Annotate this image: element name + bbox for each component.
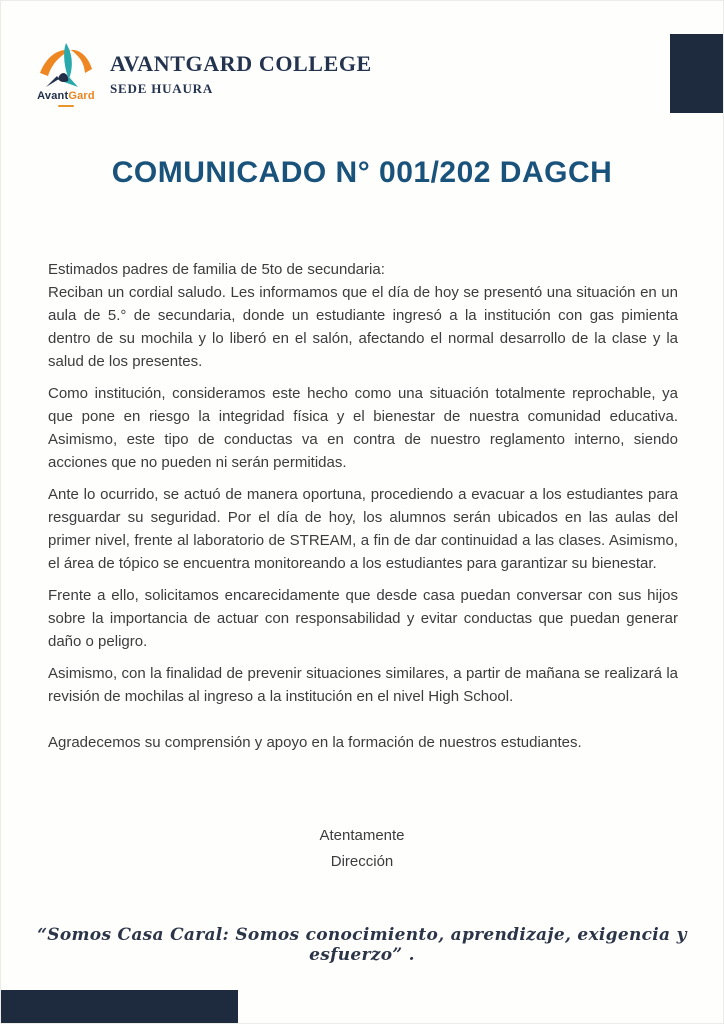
school-logo	[34, 41, 98, 107]
signature-block	[1, 823, 723, 875]
paragraph: Como institución, consideramos este hecho como una situación totalmente reprochable, ya que pone en riesgo la integridad física y el bienestar de nuestra comunidad educativa. Asimismo, este tipo de conductas va en contra de nuestro reglamento interno, siendo acciones que no pueden ni serán permitidas.	[48, 385, 678, 471]
campus-name: SEDE HUAURA	[110, 81, 214, 96]
signature-closing: Atentamente	[319, 827, 405, 844]
school-text-block	[110, 41, 372, 97]
logo-brand-avant: Avant	[37, 90, 69, 102]
footer-quote: “Somos Casa Caral: Somos conocimiento, aprendizaje, exigencia y esfuerzo” .	[37, 925, 687, 965]
salutation: Estimados padres de familia de 5to de secundaria:	[48, 261, 385, 278]
letter-body	[48, 258, 678, 754]
hummingbird-logo-icon	[34, 41, 98, 89]
document-title: COMUNICADO N° 001/202 DAGCH	[111, 156, 613, 189]
logo-wordmark	[34, 90, 98, 102]
paragraph: Ante lo ocurrido, se actuó de manera oportuna, procediendo a evacuar a los estudiantes para resguardar su seguridad. Por el día de hoy, los alumnos serán ubicados en las aulas del primer nivel, frente al laboratorio de STREAM, a fin de dar continuidad a las clases. Asimismo, el área de tópico se encuentra monitoreando a los estudiantes para garantizar su bienestar.	[48, 486, 678, 572]
corner-accent-top-right	[670, 34, 723, 113]
paragraph: Asimismo, con la finalidad de prevenir situaciones similares, a partir de mañana se realizará la revisión de mochilas al ingreso a la institución en el nivel High School.	[48, 665, 678, 705]
signature-role: Dirección	[330, 853, 394, 870]
paragraph: Reciban un cordial saludo. Les informamos que el día de hoy se presentó una situación en un aula de 5.° de secundaria, donde un estudiante ingresó a la institución con gas pimienta dentro de su mochila y lo liberó en el salón, afectando el normal desarrollo de la clase y la salud de los presentes.	[48, 284, 678, 370]
paragraph: Agradecemos su comprensión y apoyo en la formación de nuestros estudiantes.	[48, 734, 582, 751]
school-name: AVANTGARD COLLEGE	[110, 51, 372, 76]
letterhead	[34, 41, 372, 107]
paragraph: Frente a ello, solicitamos encarecidamente que desde casa puedan conversar con sus hijos sobre la importancia de actuar con responsabilidad y evitar conductas que puedan generar daño o peligro.	[48, 587, 678, 650]
corner-accent-bottom-left	[1, 990, 238, 1023]
logo-brand-gard: Gard	[68, 90, 95, 102]
logo-underline-mark	[58, 105, 74, 107]
